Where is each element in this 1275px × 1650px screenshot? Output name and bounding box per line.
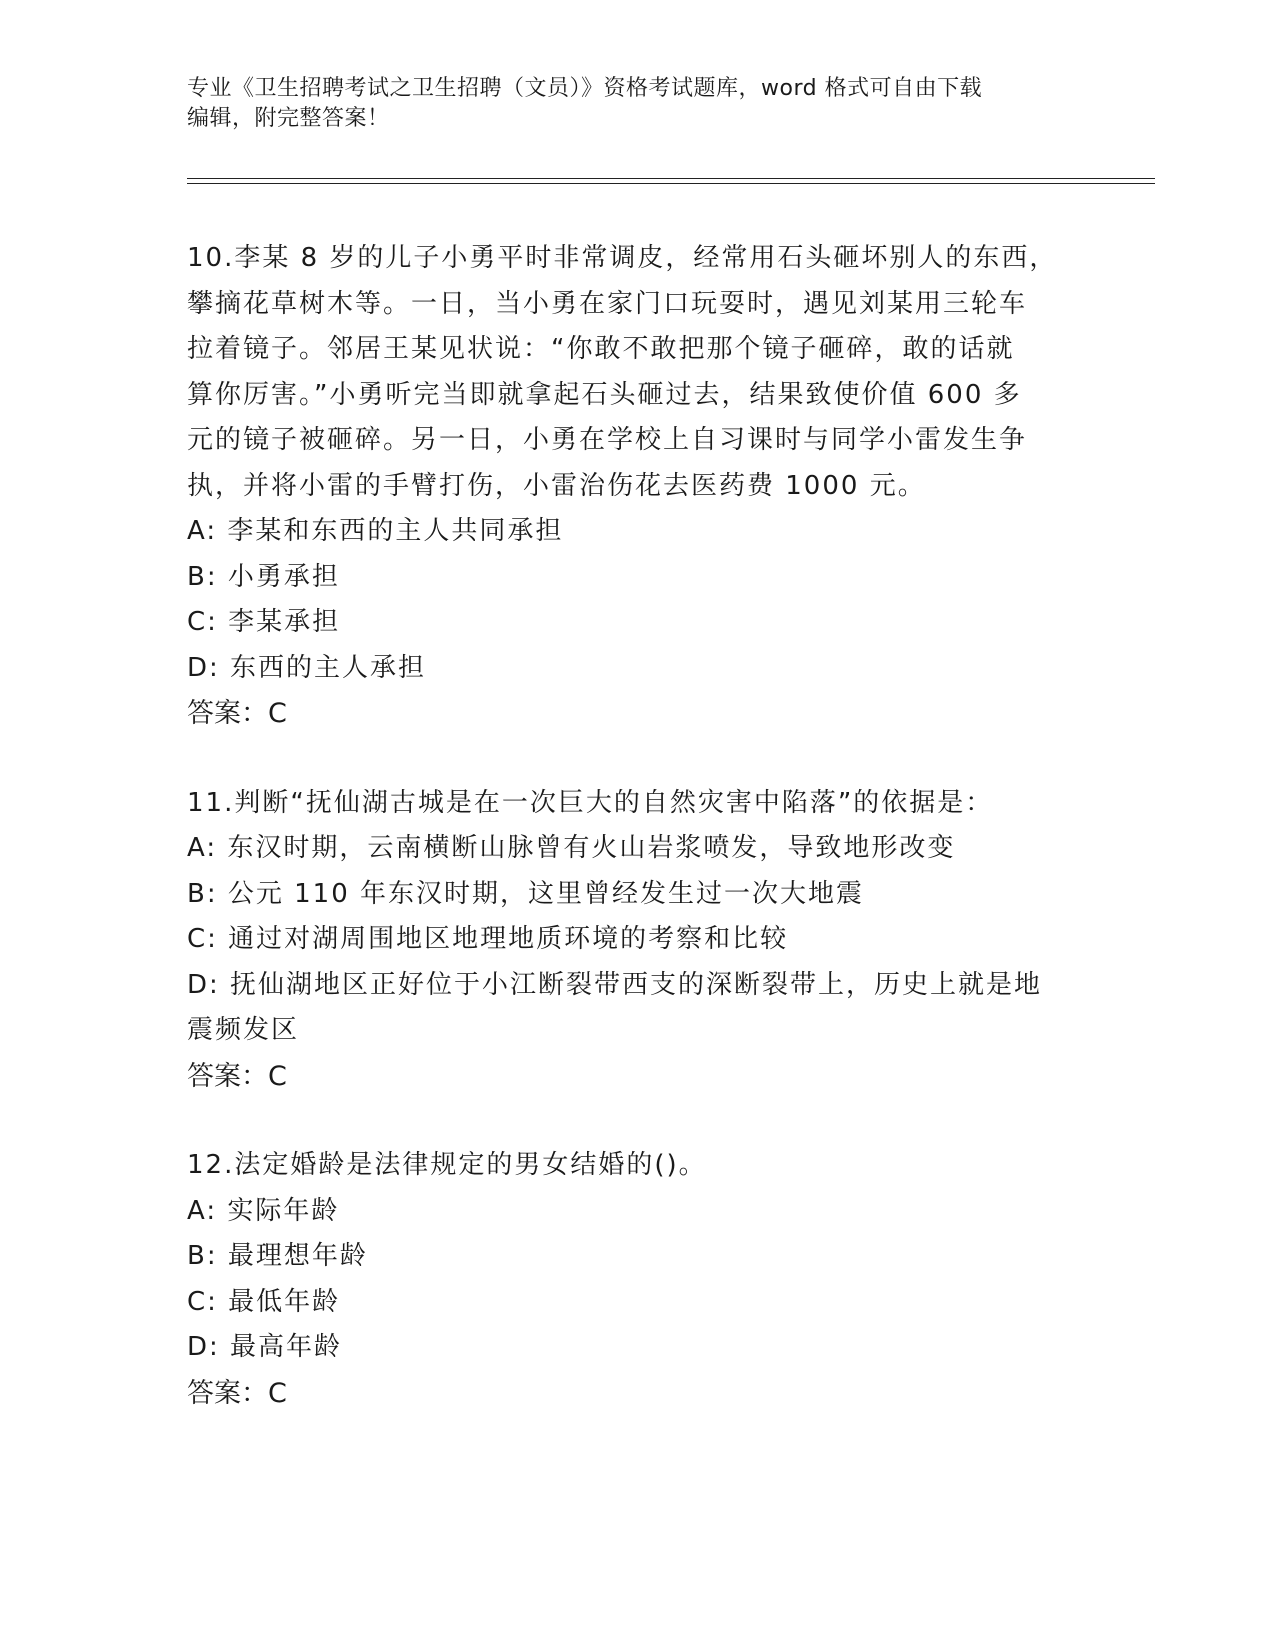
question-stem-line: 算你厉害。”小勇听完当即就拿起石头砸过去，结果致使价值 600 多: [187, 379, 1022, 410]
option-c: C: 李某承担: [187, 607, 341, 637]
option-d: D: 东西的主人承担: [187, 652, 427, 683]
question-stem-line: 11.判断“抚仙湖古城是在一次巨大的自然灾害中陷落”的依据是：: [187, 787, 994, 818]
question-11: [187, 781, 1087, 1100]
document-header: [187, 74, 1087, 134]
option-c: C: 通过对湖周围地区地理地质环境的考察和比较: [187, 924, 789, 954]
header-divider-top: [187, 178, 1155, 179]
header-divider-bottom: [187, 183, 1155, 184]
option-b: B: 小勇承担: [187, 561, 340, 592]
option-d-continued: 震频发区: [187, 1015, 300, 1045]
question-12: [187, 1143, 1087, 1416]
option-a: A: 实际年龄: [187, 1195, 340, 1226]
header-line-1: 专业《卫生招聘考试之卫生招聘（文员）》资格考试题库，word 格式可自由下载: [187, 76, 983, 101]
answer-label: 答案：C: [187, 1377, 287, 1409]
question-10: [187, 236, 1087, 737]
option-d: D: 最高年龄: [187, 1332, 343, 1362]
question-stem-line: 拉着镜子。邻居王某见状说：“你敢不敢把那个镜子砸碎，敢的话就: [187, 334, 1015, 364]
option-c: C: 最低年龄: [187, 1286, 341, 1317]
question-stem-line: 10.李某 8 岁的儿子小勇平时非常调皮，经常用石头砸坏别人的东西，: [187, 243, 1058, 273]
question-list: [187, 236, 1087, 1460]
option-a: A: 东汉时期，云南横断山脉曾有火山岩浆喷发，导致地形改变: [187, 833, 956, 863]
header-line-2: 编辑，附完整答案！: [187, 106, 390, 131]
answer-label: 答案：C: [187, 1060, 287, 1092]
option-d: D: 抚仙湖地区正好位于小江断裂带西支的深断裂带上，历史上就是地: [187, 969, 1043, 1000]
option-b: B: 公元 110 年东汉时期，这里曾经发生过一次大地震: [187, 878, 865, 909]
question-stem-line: 元的镜子被砸碎。另一日，小勇在学校上自习课时与同学小雷发生争: [187, 425, 1028, 455]
option-a: A: 李某和东西的主人共同承担: [187, 516, 564, 546]
question-stem-line: 攀摘花草树木等。一日，当小勇在家门口玩耍时，遇见刘某用三轮车: [187, 288, 1028, 319]
question-stem-line: 12.法定婚龄是法律规定的男女结婚的()。: [187, 1150, 707, 1180]
question-stem-line: 执，并将小雷的手臂打伤，小雷治伤花去医药费 1000 元。: [187, 470, 926, 501]
answer-label: 答案：C: [187, 698, 287, 729]
option-b: B: 最理想年龄: [187, 1241, 368, 1271]
